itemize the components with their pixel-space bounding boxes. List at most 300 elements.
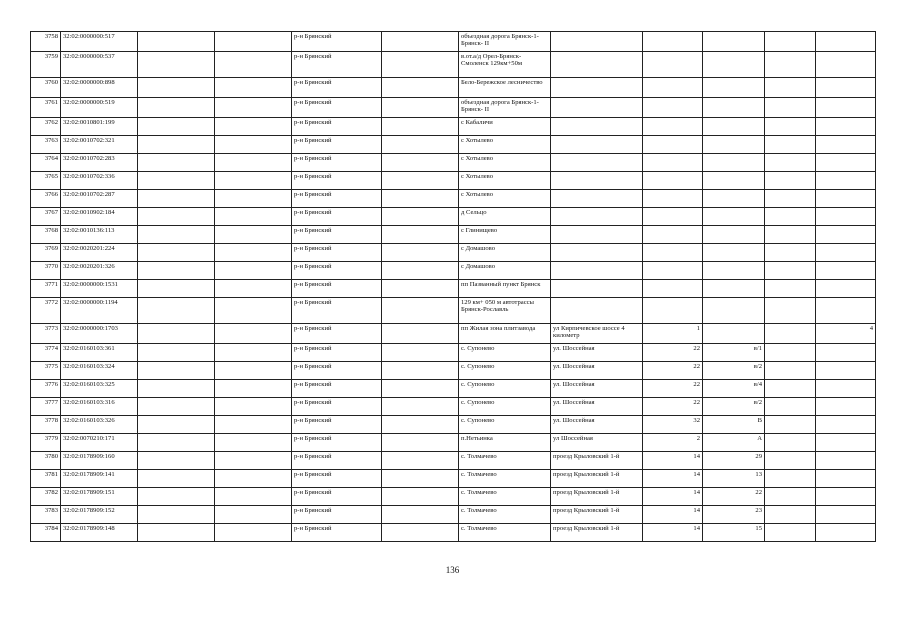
row-number: 3780 — [31, 452, 61, 470]
empty-cell — [138, 470, 215, 488]
empty-cell — [215, 398, 292, 416]
building-cell — [703, 298, 765, 324]
row-number: 3779 — [31, 434, 61, 452]
locality-cell: с. Супонево — [459, 380, 551, 398]
district-cell: р-н Брянский — [292, 154, 382, 172]
cadastral-number: 32:02:0178909:141 — [61, 470, 138, 488]
empty-cell — [138, 98, 215, 118]
row-number: 3760 — [31, 78, 61, 98]
cadastral-number: 32:02:0010902:184 — [61, 208, 138, 226]
cadastral-number: 32:02:0000000:898 — [61, 78, 138, 98]
table-row — [31, 324, 876, 344]
house-number-cell: 22 — [643, 398, 703, 416]
district-cell: р-н Брянский — [292, 416, 382, 434]
locality-cell: с. Толмачево — [459, 452, 551, 470]
building-cell — [703, 226, 765, 244]
empty-cell — [765, 434, 816, 452]
empty-cell — [215, 488, 292, 506]
extra-number-cell — [816, 154, 876, 172]
empty-cell — [765, 226, 816, 244]
property-register-table — [30, 31, 876, 542]
building-cell — [703, 172, 765, 190]
district-cell: р-н Брянский — [292, 380, 382, 398]
empty-cell — [382, 52, 459, 78]
locality-cell: п.Нетьинка — [459, 434, 551, 452]
empty-cell — [215, 344, 292, 362]
district-cell: р-н Брянский — [292, 434, 382, 452]
empty-cell — [215, 380, 292, 398]
building-cell — [703, 154, 765, 172]
building-cell: 13 — [703, 470, 765, 488]
table-body — [31, 32, 876, 542]
locality-cell: с Хотылево — [459, 136, 551, 154]
cadastral-number: 32:02:0000000:519 — [61, 98, 138, 118]
district-cell: р-н Брянский — [292, 208, 382, 226]
district-cell: р-н Брянский — [292, 362, 382, 380]
cadastral-number: 32:02:0178909:152 — [61, 506, 138, 524]
house-number-cell — [643, 244, 703, 262]
extra-number-cell — [816, 298, 876, 324]
house-number-cell — [643, 98, 703, 118]
table-row — [31, 344, 876, 362]
row-number: 3763 — [31, 136, 61, 154]
row-number: 3775 — [31, 362, 61, 380]
empty-cell — [382, 208, 459, 226]
cadastral-number: 32:02:0178909:148 — [61, 524, 138, 542]
building-cell: 15 — [703, 524, 765, 542]
house-number-cell: 14 — [643, 524, 703, 542]
street-cell: ул. Шоссейная — [551, 416, 643, 434]
locality-cell: с Хотылево — [459, 172, 551, 190]
house-number-cell: 14 — [643, 488, 703, 506]
row-number: 3774 — [31, 344, 61, 362]
empty-cell — [138, 506, 215, 524]
row-number: 3770 — [31, 262, 61, 280]
empty-cell — [215, 154, 292, 172]
table-row — [31, 208, 876, 226]
locality-cell: с. Супонево — [459, 344, 551, 362]
building-cell: А — [703, 434, 765, 452]
district-cell: р-н Брянский — [292, 470, 382, 488]
empty-cell — [765, 362, 816, 380]
table-row — [31, 154, 876, 172]
building-cell — [703, 244, 765, 262]
empty-cell — [138, 190, 215, 208]
building-cell: В — [703, 416, 765, 434]
street-cell — [551, 52, 643, 78]
locality-cell: с Глинищево — [459, 226, 551, 244]
empty-cell — [382, 32, 459, 52]
empty-cell — [382, 380, 459, 398]
empty-cell — [215, 434, 292, 452]
house-number-cell — [643, 280, 703, 298]
empty-cell — [765, 280, 816, 298]
extra-number-cell — [816, 280, 876, 298]
empty-cell — [765, 380, 816, 398]
building-cell — [703, 98, 765, 118]
table-row — [31, 416, 876, 434]
empty-cell — [382, 434, 459, 452]
row-number: 3782 — [31, 488, 61, 506]
empty-cell — [215, 32, 292, 52]
building-cell: в/1 — [703, 344, 765, 362]
row-number: 3783 — [31, 506, 61, 524]
extra-number-cell: 4 — [816, 324, 876, 344]
house-number-cell: 1 — [643, 324, 703, 344]
table-row — [31, 136, 876, 154]
cadastral-number: 32:02:0000000:517 — [61, 32, 138, 52]
locality-cell: с Домашово — [459, 244, 551, 262]
table-row — [31, 226, 876, 244]
street-cell — [551, 136, 643, 154]
building-cell — [703, 32, 765, 52]
building-cell — [703, 208, 765, 226]
locality-cell: с. Толмачево — [459, 488, 551, 506]
street-cell: проезд Крыловский 1-й — [551, 524, 643, 542]
locality-cell: с. Толмачево — [459, 506, 551, 524]
street-cell — [551, 172, 643, 190]
empty-cell — [215, 262, 292, 280]
district-cell: р-н Брянский — [292, 398, 382, 416]
house-number-cell: 32 — [643, 416, 703, 434]
empty-cell — [382, 190, 459, 208]
extra-number-cell — [816, 524, 876, 542]
empty-cell — [765, 52, 816, 78]
empty-cell — [382, 78, 459, 98]
empty-cell — [382, 416, 459, 434]
empty-cell — [382, 488, 459, 506]
street-cell: ул Кирпичевское шоссе 4 километр — [551, 324, 643, 344]
locality-cell: в.от.а/д Орел-Брянск-Смоленск 129км+50м — [459, 52, 551, 78]
building-cell: 23 — [703, 506, 765, 524]
extra-number-cell — [816, 452, 876, 470]
locality-cell: с Кабаличи — [459, 118, 551, 136]
empty-cell — [215, 244, 292, 262]
extra-number-cell — [816, 244, 876, 262]
table-row — [31, 380, 876, 398]
table-row — [31, 362, 876, 380]
table-row — [31, 488, 876, 506]
empty-cell — [382, 226, 459, 244]
street-cell: проезд Крыловский 1-й — [551, 488, 643, 506]
table-row — [31, 452, 876, 470]
district-cell: р-н Брянский — [292, 506, 382, 524]
locality-cell: с. Супонево — [459, 398, 551, 416]
district-cell: р-н Брянский — [292, 488, 382, 506]
empty-cell — [215, 362, 292, 380]
empty-cell — [138, 452, 215, 470]
empty-cell — [215, 78, 292, 98]
building-cell: в/2 — [703, 398, 765, 416]
row-number: 3773 — [31, 324, 61, 344]
cadastral-number: 32:02:0010801:199 — [61, 118, 138, 136]
extra-number-cell — [816, 98, 876, 118]
district-cell: р-н Брянский — [292, 98, 382, 118]
empty-cell — [765, 506, 816, 524]
cadastral-number: 32:02:0000000:1194 — [61, 298, 138, 324]
extra-number-cell — [816, 434, 876, 452]
empty-cell — [215, 324, 292, 344]
street-cell: проезд Крыловский 1-й — [551, 506, 643, 524]
cadastral-number: 32:02:0010136:113 — [61, 226, 138, 244]
district-cell: р-н Брянский — [292, 262, 382, 280]
cadastral-number: 32:02:0000000:537 — [61, 52, 138, 78]
table-row — [31, 118, 876, 136]
empty-cell — [138, 344, 215, 362]
extra-number-cell — [816, 78, 876, 98]
empty-cell — [382, 280, 459, 298]
locality-cell: 129 км+ 050 м автотрассы Брянск-Рославль — [459, 298, 551, 324]
table-row — [31, 98, 876, 118]
building-cell: в/2 — [703, 362, 765, 380]
empty-cell — [215, 298, 292, 324]
cadastral-number: 32:02:0010702:336 — [61, 172, 138, 190]
building-cell — [703, 136, 765, 154]
empty-cell — [382, 154, 459, 172]
street-cell — [551, 78, 643, 98]
house-number-cell — [643, 172, 703, 190]
row-number: 3762 — [31, 118, 61, 136]
street-cell — [551, 208, 643, 226]
building-cell — [703, 280, 765, 298]
row-number: 3781 — [31, 470, 61, 488]
empty-cell — [382, 470, 459, 488]
empty-cell — [382, 524, 459, 542]
empty-cell — [765, 470, 816, 488]
extra-number-cell — [816, 262, 876, 280]
cadastral-number: 32:02:0010702:287 — [61, 190, 138, 208]
house-number-cell — [643, 262, 703, 280]
street-cell — [551, 32, 643, 52]
table-row — [31, 280, 876, 298]
empty-cell — [765, 208, 816, 226]
district-cell: р-н Брянский — [292, 324, 382, 344]
empty-cell — [215, 506, 292, 524]
empty-cell — [138, 226, 215, 244]
row-number: 3777 — [31, 398, 61, 416]
empty-cell — [765, 452, 816, 470]
house-number-cell — [643, 190, 703, 208]
building-cell — [703, 78, 765, 98]
table-row — [31, 78, 876, 98]
row-number: 3759 — [31, 52, 61, 78]
empty-cell — [382, 398, 459, 416]
table-row — [31, 52, 876, 78]
street-cell: ул. Шоссейная — [551, 398, 643, 416]
locality-cell: с. Толмачево — [459, 470, 551, 488]
district-cell: р-н Брянский — [292, 524, 382, 542]
district-cell: р-н Брянский — [292, 136, 382, 154]
empty-cell — [765, 118, 816, 136]
house-number-cell — [643, 118, 703, 136]
locality-cell: объездная дорога Брянск-1- Брянск- II — [459, 98, 551, 118]
empty-cell — [382, 324, 459, 344]
empty-cell — [215, 226, 292, 244]
empty-cell — [382, 98, 459, 118]
house-number-cell: 14 — [643, 452, 703, 470]
locality-cell: д Сельцо — [459, 208, 551, 226]
extra-number-cell — [816, 172, 876, 190]
district-cell: р-н Брянский — [292, 244, 382, 262]
empty-cell — [765, 154, 816, 172]
row-number: 3769 — [31, 244, 61, 262]
empty-cell — [765, 136, 816, 154]
cadastral-number: 32:02:0178909:160 — [61, 452, 138, 470]
empty-cell — [215, 208, 292, 226]
house-number-cell — [643, 136, 703, 154]
empty-cell — [382, 298, 459, 324]
empty-cell — [138, 298, 215, 324]
row-number: 3778 — [31, 416, 61, 434]
extra-number-cell — [816, 362, 876, 380]
district-cell: р-н Брянский — [292, 172, 382, 190]
table-row — [31, 524, 876, 542]
empty-cell — [138, 262, 215, 280]
empty-cell — [765, 172, 816, 190]
house-number-cell — [643, 226, 703, 244]
extra-number-cell — [816, 416, 876, 434]
table-row — [31, 398, 876, 416]
locality-cell: с. Толмачево — [459, 524, 551, 542]
empty-cell — [382, 506, 459, 524]
empty-cell — [215, 98, 292, 118]
building-cell — [703, 324, 765, 344]
building-cell: 22 — [703, 488, 765, 506]
locality-cell: пп Пазванный пункт Брянск — [459, 280, 551, 298]
street-cell — [551, 226, 643, 244]
table-row — [31, 190, 876, 208]
cadastral-number: 32:02:0070210:171 — [61, 434, 138, 452]
empty-cell — [138, 32, 215, 52]
street-cell — [551, 154, 643, 172]
table-row — [31, 434, 876, 452]
house-number-cell: 14 — [643, 470, 703, 488]
street-cell: ул Шоссейная — [551, 434, 643, 452]
empty-cell — [138, 488, 215, 506]
row-number: 3767 — [31, 208, 61, 226]
house-number-cell: 22 — [643, 344, 703, 362]
street-cell — [551, 190, 643, 208]
house-number-cell — [643, 32, 703, 52]
house-number-cell — [643, 208, 703, 226]
building-cell — [703, 118, 765, 136]
extra-number-cell — [816, 380, 876, 398]
empty-cell — [215, 452, 292, 470]
empty-cell — [765, 524, 816, 542]
cadastral-number: 32:02:0000000:1703 — [61, 324, 138, 344]
district-cell: р-н Брянский — [292, 226, 382, 244]
empty-cell — [765, 488, 816, 506]
empty-cell — [382, 118, 459, 136]
house-number-cell: 14 — [643, 506, 703, 524]
locality-cell: Бело-Бережское лесничество — [459, 78, 551, 98]
house-number-cell — [643, 78, 703, 98]
empty-cell — [215, 190, 292, 208]
empty-cell — [765, 98, 816, 118]
empty-cell — [215, 52, 292, 78]
row-number: 3772 — [31, 298, 61, 324]
extra-number-cell — [816, 208, 876, 226]
house-number-cell — [643, 52, 703, 78]
street-cell: ул. Шоссейная — [551, 344, 643, 362]
empty-cell — [138, 524, 215, 542]
extra-number-cell — [816, 470, 876, 488]
row-number: 3766 — [31, 190, 61, 208]
cadastral-number: 32:02:0160103:361 — [61, 344, 138, 362]
house-number-cell: 2 — [643, 434, 703, 452]
empty-cell — [215, 416, 292, 434]
row-number: 3765 — [31, 172, 61, 190]
locality-cell: пп Жилая зона плитзавода — [459, 324, 551, 344]
house-number-cell: 22 — [643, 380, 703, 398]
empty-cell — [138, 362, 215, 380]
table-row — [31, 32, 876, 52]
locality-cell: объездная дорога Брянск-1- Брянск- II — [459, 32, 551, 52]
building-cell — [703, 52, 765, 78]
empty-cell — [215, 118, 292, 136]
empty-cell — [382, 136, 459, 154]
extra-number-cell — [816, 118, 876, 136]
table-row — [31, 244, 876, 262]
table-row — [31, 298, 876, 324]
empty-cell — [765, 324, 816, 344]
empty-cell — [765, 32, 816, 52]
extra-number-cell — [816, 226, 876, 244]
empty-cell — [138, 416, 215, 434]
empty-cell — [382, 362, 459, 380]
district-cell: р-н Брянский — [292, 52, 382, 78]
street-cell — [551, 244, 643, 262]
empty-cell — [765, 416, 816, 434]
empty-cell — [215, 136, 292, 154]
district-cell: р-н Брянский — [292, 32, 382, 52]
row-number: 3764 — [31, 154, 61, 172]
district-cell: р-н Брянский — [292, 452, 382, 470]
locality-cell: с. Супонево — [459, 362, 551, 380]
empty-cell — [138, 136, 215, 154]
row-number: 3776 — [31, 380, 61, 398]
row-number: 3761 — [31, 98, 61, 118]
empty-cell — [765, 78, 816, 98]
cadastral-number: 32:02:0160103:326 — [61, 416, 138, 434]
locality-cell: с. Супонево — [459, 416, 551, 434]
row-number: 3784 — [31, 524, 61, 542]
empty-cell — [765, 244, 816, 262]
extra-number-cell — [816, 506, 876, 524]
empty-cell — [215, 470, 292, 488]
district-cell: р-н Брянский — [292, 280, 382, 298]
cadastral-number: 32:02:0160103:325 — [61, 380, 138, 398]
locality-cell: с Хотылево — [459, 154, 551, 172]
table-row — [31, 262, 876, 280]
cadastral-number: 32:02:0160103:316 — [61, 398, 138, 416]
district-cell: р-н Брянский — [292, 190, 382, 208]
empty-cell — [138, 208, 215, 226]
row-number: 3768 — [31, 226, 61, 244]
building-cell — [703, 190, 765, 208]
empty-cell — [138, 78, 215, 98]
empty-cell — [138, 52, 215, 78]
empty-cell — [215, 280, 292, 298]
empty-cell — [382, 262, 459, 280]
empty-cell — [138, 398, 215, 416]
district-cell: р-н Брянский — [292, 78, 382, 98]
empty-cell — [765, 298, 816, 324]
empty-cell — [382, 244, 459, 262]
cadastral-number: 32:02:0160103:324 — [61, 362, 138, 380]
empty-cell — [765, 262, 816, 280]
locality-cell: с Домашово — [459, 262, 551, 280]
